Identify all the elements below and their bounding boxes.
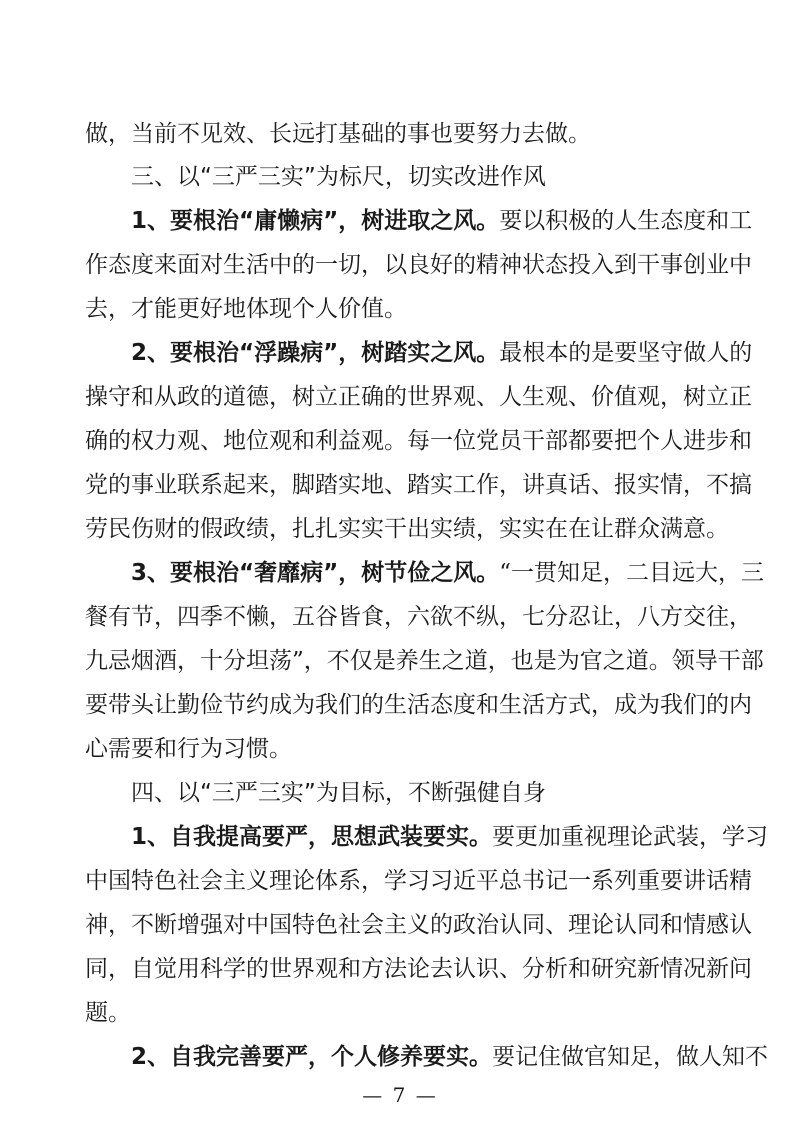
section-heading-3: 三、以“三严三实”为标尺，切实改进作风 xyxy=(131,164,546,190)
paragraph-line: 1、要根治“庸懒病”，树进取之风。要以积极的人生态度和工 xyxy=(131,208,753,234)
paragraph-line: 作态度来面对生活中的一切，以良好的精神状态投入到干事创业中 xyxy=(85,252,752,278)
bold-lead: 1、自我提高要严，思想武装要实。 xyxy=(131,824,493,850)
paragraph-line: 去，才能更好地体现个人价值。 xyxy=(85,296,407,322)
bold-lead: 2、要根治“浮躁病”，树踏实之风。 xyxy=(131,340,500,366)
paragraph-line: 确的权力观、地位观和利益观。每一位党员干部都要把个人进步和 xyxy=(85,428,752,454)
paragraph-line: 党的事业联系起来，脚踏实地、踏实工作，讲真话、报实情，不搞 xyxy=(85,472,752,498)
bold-lead: 2、自我完善要严，个人修养要实。 xyxy=(131,1044,493,1070)
page-number: — 7 — xyxy=(362,1083,438,1107)
paragraph-line: 操守和从政的道德，树立正确的世界观、人生观、价值观，树立正 xyxy=(85,384,752,410)
paragraph-line: 2、要根治“浮躁病”，树踏实之风。最根本的是要坚守做人的 xyxy=(131,340,753,366)
paragraph-line: 题。 xyxy=(85,1000,131,1026)
paragraph-line: 3、要根治“奢靡病”，树节俭之风。“一贯知足，二目远大，三 xyxy=(131,560,765,586)
section-heading-4: 四、以“三严三实”为目标，不断强健自身 xyxy=(131,780,546,806)
paragraph-line: 要带头让勤俭节约成为我们的生活态度和生活方式，成为我们的内 xyxy=(85,692,752,718)
paragraph-line: 劳民伤财的假政绩，扎扎实实干出实绩，实实在在让群众满意。 xyxy=(85,516,729,542)
paragraph-line: 做，当前不见效、长远打基础的事也要努力去做。 xyxy=(85,121,591,147)
paragraph-line: 神，不断增强对中国特色社会主义的政治认同、理论认同和情感认 xyxy=(85,912,752,938)
paragraph-line: 心需要和行为习惯。 xyxy=(85,736,292,762)
bold-lead: 3、要根治“奢靡病”，树节俭之风。 xyxy=(131,560,500,586)
paragraph-line: 1、自我提高要严，思想武装要实。要更加重视理论武装，学习 xyxy=(131,824,769,850)
paragraph-line: 九忌烟酒，十分坦荡”，不仅是养生之道，也是为官之道。领导干部 xyxy=(85,648,764,674)
paragraph-line: 同，自觉用科学的世界观和方法论去认识、分析和研究新情况新问 xyxy=(85,956,752,982)
paragraph-line: 中国特色社会主义理论体系，学习习近平总书记一系列重要讲话精 xyxy=(85,868,752,894)
paragraph-line: 餐有节，四季不懒，五谷皆食，六欲不纵，七分忍让，八方交往， xyxy=(85,604,752,630)
bold-lead: 1、要根治“庸懒病”，树进取之风。 xyxy=(131,208,500,234)
paragraph-line: 2、自我完善要严，个人修养要实。要记住做官知足，做人知不 xyxy=(131,1044,769,1070)
